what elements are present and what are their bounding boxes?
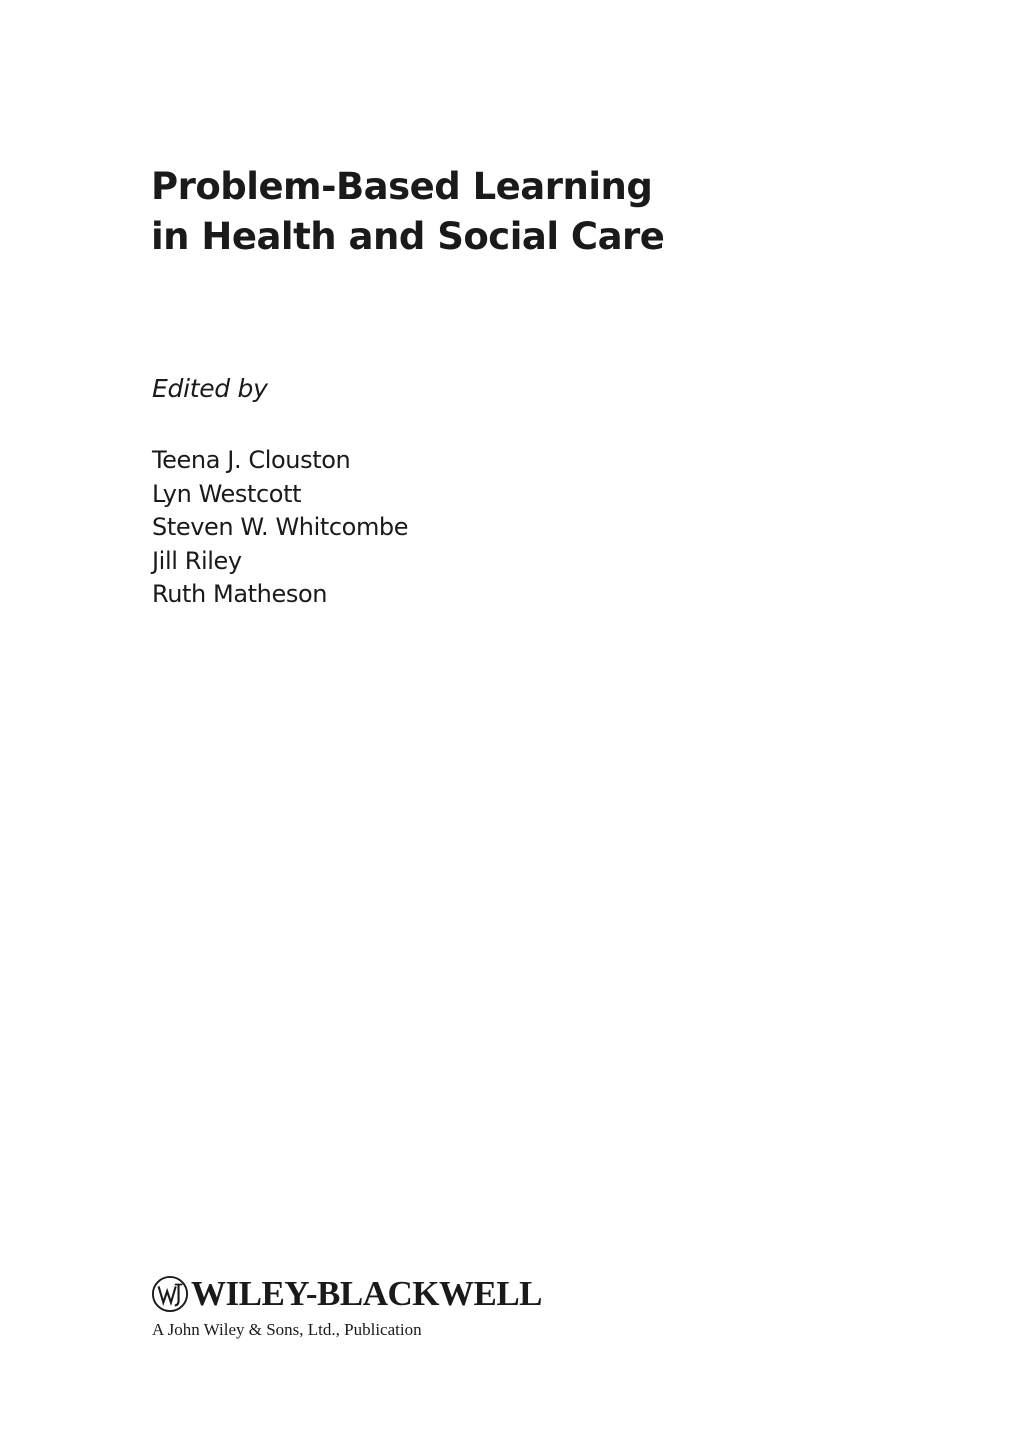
- wiley-logo-icon: [151, 1275, 189, 1313]
- publisher-name: WILEY-BLACKWELL: [191, 1274, 543, 1313]
- book-title-line-1: Problem-Based Learning: [151, 165, 653, 208]
- publisher-imprint: A John Wiley & Sons, Ltd., Publication: [152, 1320, 422, 1339]
- editor-name: Jill Riley: [152, 546, 242, 575]
- editor-list: [152, 444, 408, 612]
- editor-name: Steven W. Whitcombe: [152, 513, 409, 541]
- publisher-logo: [151, 1274, 542, 1314]
- editor-name: Lyn Westcott: [152, 479, 302, 508]
- book-title: [151, 162, 664, 262]
- editor-name: Teena J. Clouston: [152, 446, 351, 474]
- edited-by-label: Edited by: [152, 374, 268, 403]
- editor-name: Ruth Matheson: [152, 580, 328, 608]
- book-title-line-2: in Health and Social Care: [151, 215, 665, 258]
